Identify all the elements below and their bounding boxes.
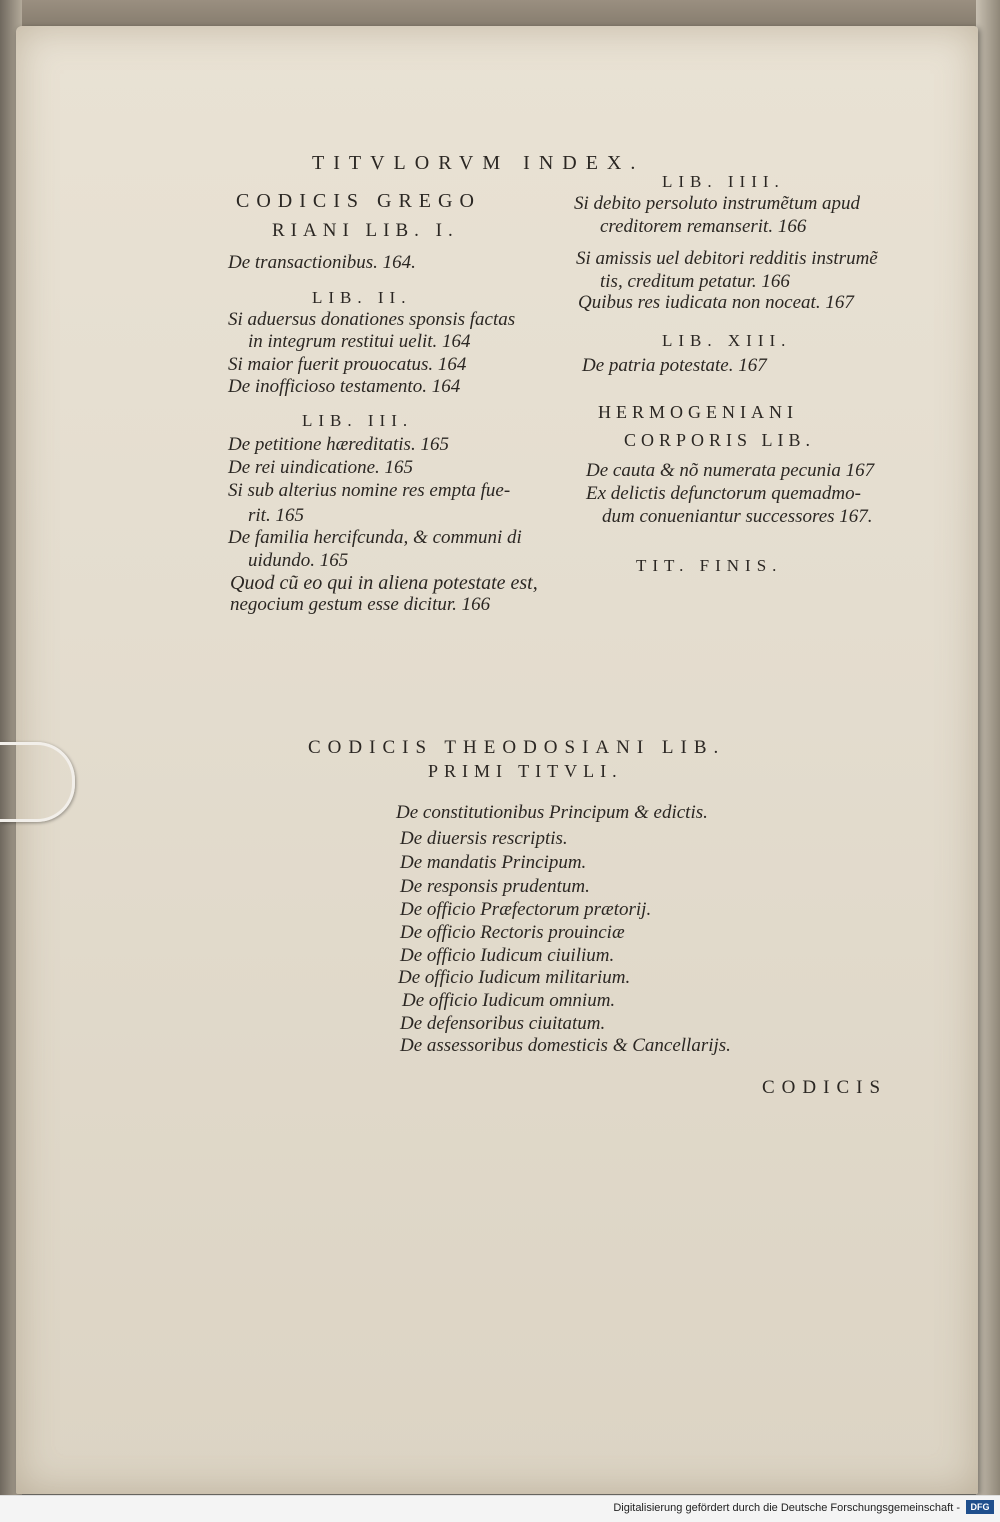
index-entry: dum conueniantur successores 167. <box>602 506 873 527</box>
index-entry: Si amissis uel debitori redditis instrumẽ <box>576 248 878 269</box>
paper-clip <box>0 742 75 822</box>
titulorum-finis: TIT. FINIS. <box>636 556 783 575</box>
index-entry: De defensoribus ciuitatum. <box>400 1013 606 1034</box>
index-entry: De familia hercifcunda, & communi di <box>228 527 522 548</box>
gregoriani-heading-line1: CODICIS GREGO <box>236 190 481 212</box>
index-entry: De officio Iudicum ciuilium. <box>400 945 615 966</box>
hermogeniani-heading-line1: HERMOGENIANI <box>598 402 798 422</box>
index-entry: De petitione hæreditatis. 165 <box>228 434 449 455</box>
index-entry: De assessoribus domesticis & Cancellarijs. <box>400 1035 731 1056</box>
index-entry: De constitutionibus Principum & edictis. <box>396 802 708 823</box>
theodosiani-heading-line2: PRIMI TITVLI. <box>428 761 623 781</box>
dfg-logo[interactable]: DFG <box>966 1500 994 1514</box>
catchword: CODICIS <box>762 1077 888 1098</box>
index-entry: De officio Iudicum omnium. <box>402 990 616 1011</box>
lib-heading: LIB. XIII. <box>662 331 792 350</box>
index-entry: De transactionibus. 164. <box>228 252 416 273</box>
index-entry: De officio Rectoris prouinciæ <box>400 922 625 943</box>
index-entry: De inofficioso testamento. 164 <box>228 376 461 397</box>
index-entry: De mandatis Principum. <box>400 852 587 873</box>
index-entry: De cauta & nõ numerata pecunia 167 <box>586 460 875 481</box>
hermogeniani-heading-line2: CORPORIS LIB. <box>624 430 816 450</box>
lib-heading: LIB. III. <box>302 411 414 430</box>
book-page <box>16 26 978 1494</box>
book-edge-right <box>976 0 1000 1495</box>
index-entry: Si aduersus donationes sponsis factas <box>228 309 516 330</box>
index-entry: De officio Iudicum militarium. <box>398 967 631 988</box>
funding-notice: Digitalisierung gefördert durch die Deutsche Forschungsgemeinschaft - <box>613 1502 960 1514</box>
index-entry: in integrum restitui uelit. 164 <box>248 331 471 352</box>
index-entry: negocium gestum esse dicitur. 166 <box>230 594 491 615</box>
index-entry: Quod cũ eo qui in aliena potestate est, <box>230 572 538 594</box>
index-entry: De rei uindicatione. 165 <box>228 457 414 478</box>
index-entry: De officio Præfectorum prætorij. <box>400 899 652 920</box>
index-entry: rit. 165 <box>248 505 304 526</box>
index-entry: Si sub alterius nomine res empta fue- <box>228 480 511 501</box>
index-entry: De diuersis rescriptis. <box>400 828 568 849</box>
lib-heading: LIB. IIII. <box>662 172 785 191</box>
theodosiani-heading-line1: CODICIS THEODOSIANI LIB. <box>308 737 726 758</box>
index-entry: De patria potestate. 167 <box>582 355 767 376</box>
lib-heading: LIB. II. <box>312 288 412 307</box>
page-header: TITVLORVM INDEX. <box>312 152 645 174</box>
index-entry: Si debito persoluto instrumẽtum apud <box>574 193 861 214</box>
index-entry: uidundo. 165 <box>248 550 349 571</box>
index-entry: creditorem remanserit. 166 <box>600 216 807 237</box>
index-entry: De responsis prudentum. <box>400 876 590 897</box>
gregoriani-heading-line2: RIANI LIB. I. <box>272 220 459 241</box>
index-entry: Si maior fuerit prouocatus. 164 <box>228 354 467 375</box>
index-entry: Ex delictis defunctorum quemadmo- <box>586 483 861 504</box>
index-entry: Quibus res iudicata non noceat. 167 <box>578 292 854 313</box>
index-entry: tis, creditum petatur. 166 <box>600 271 790 292</box>
